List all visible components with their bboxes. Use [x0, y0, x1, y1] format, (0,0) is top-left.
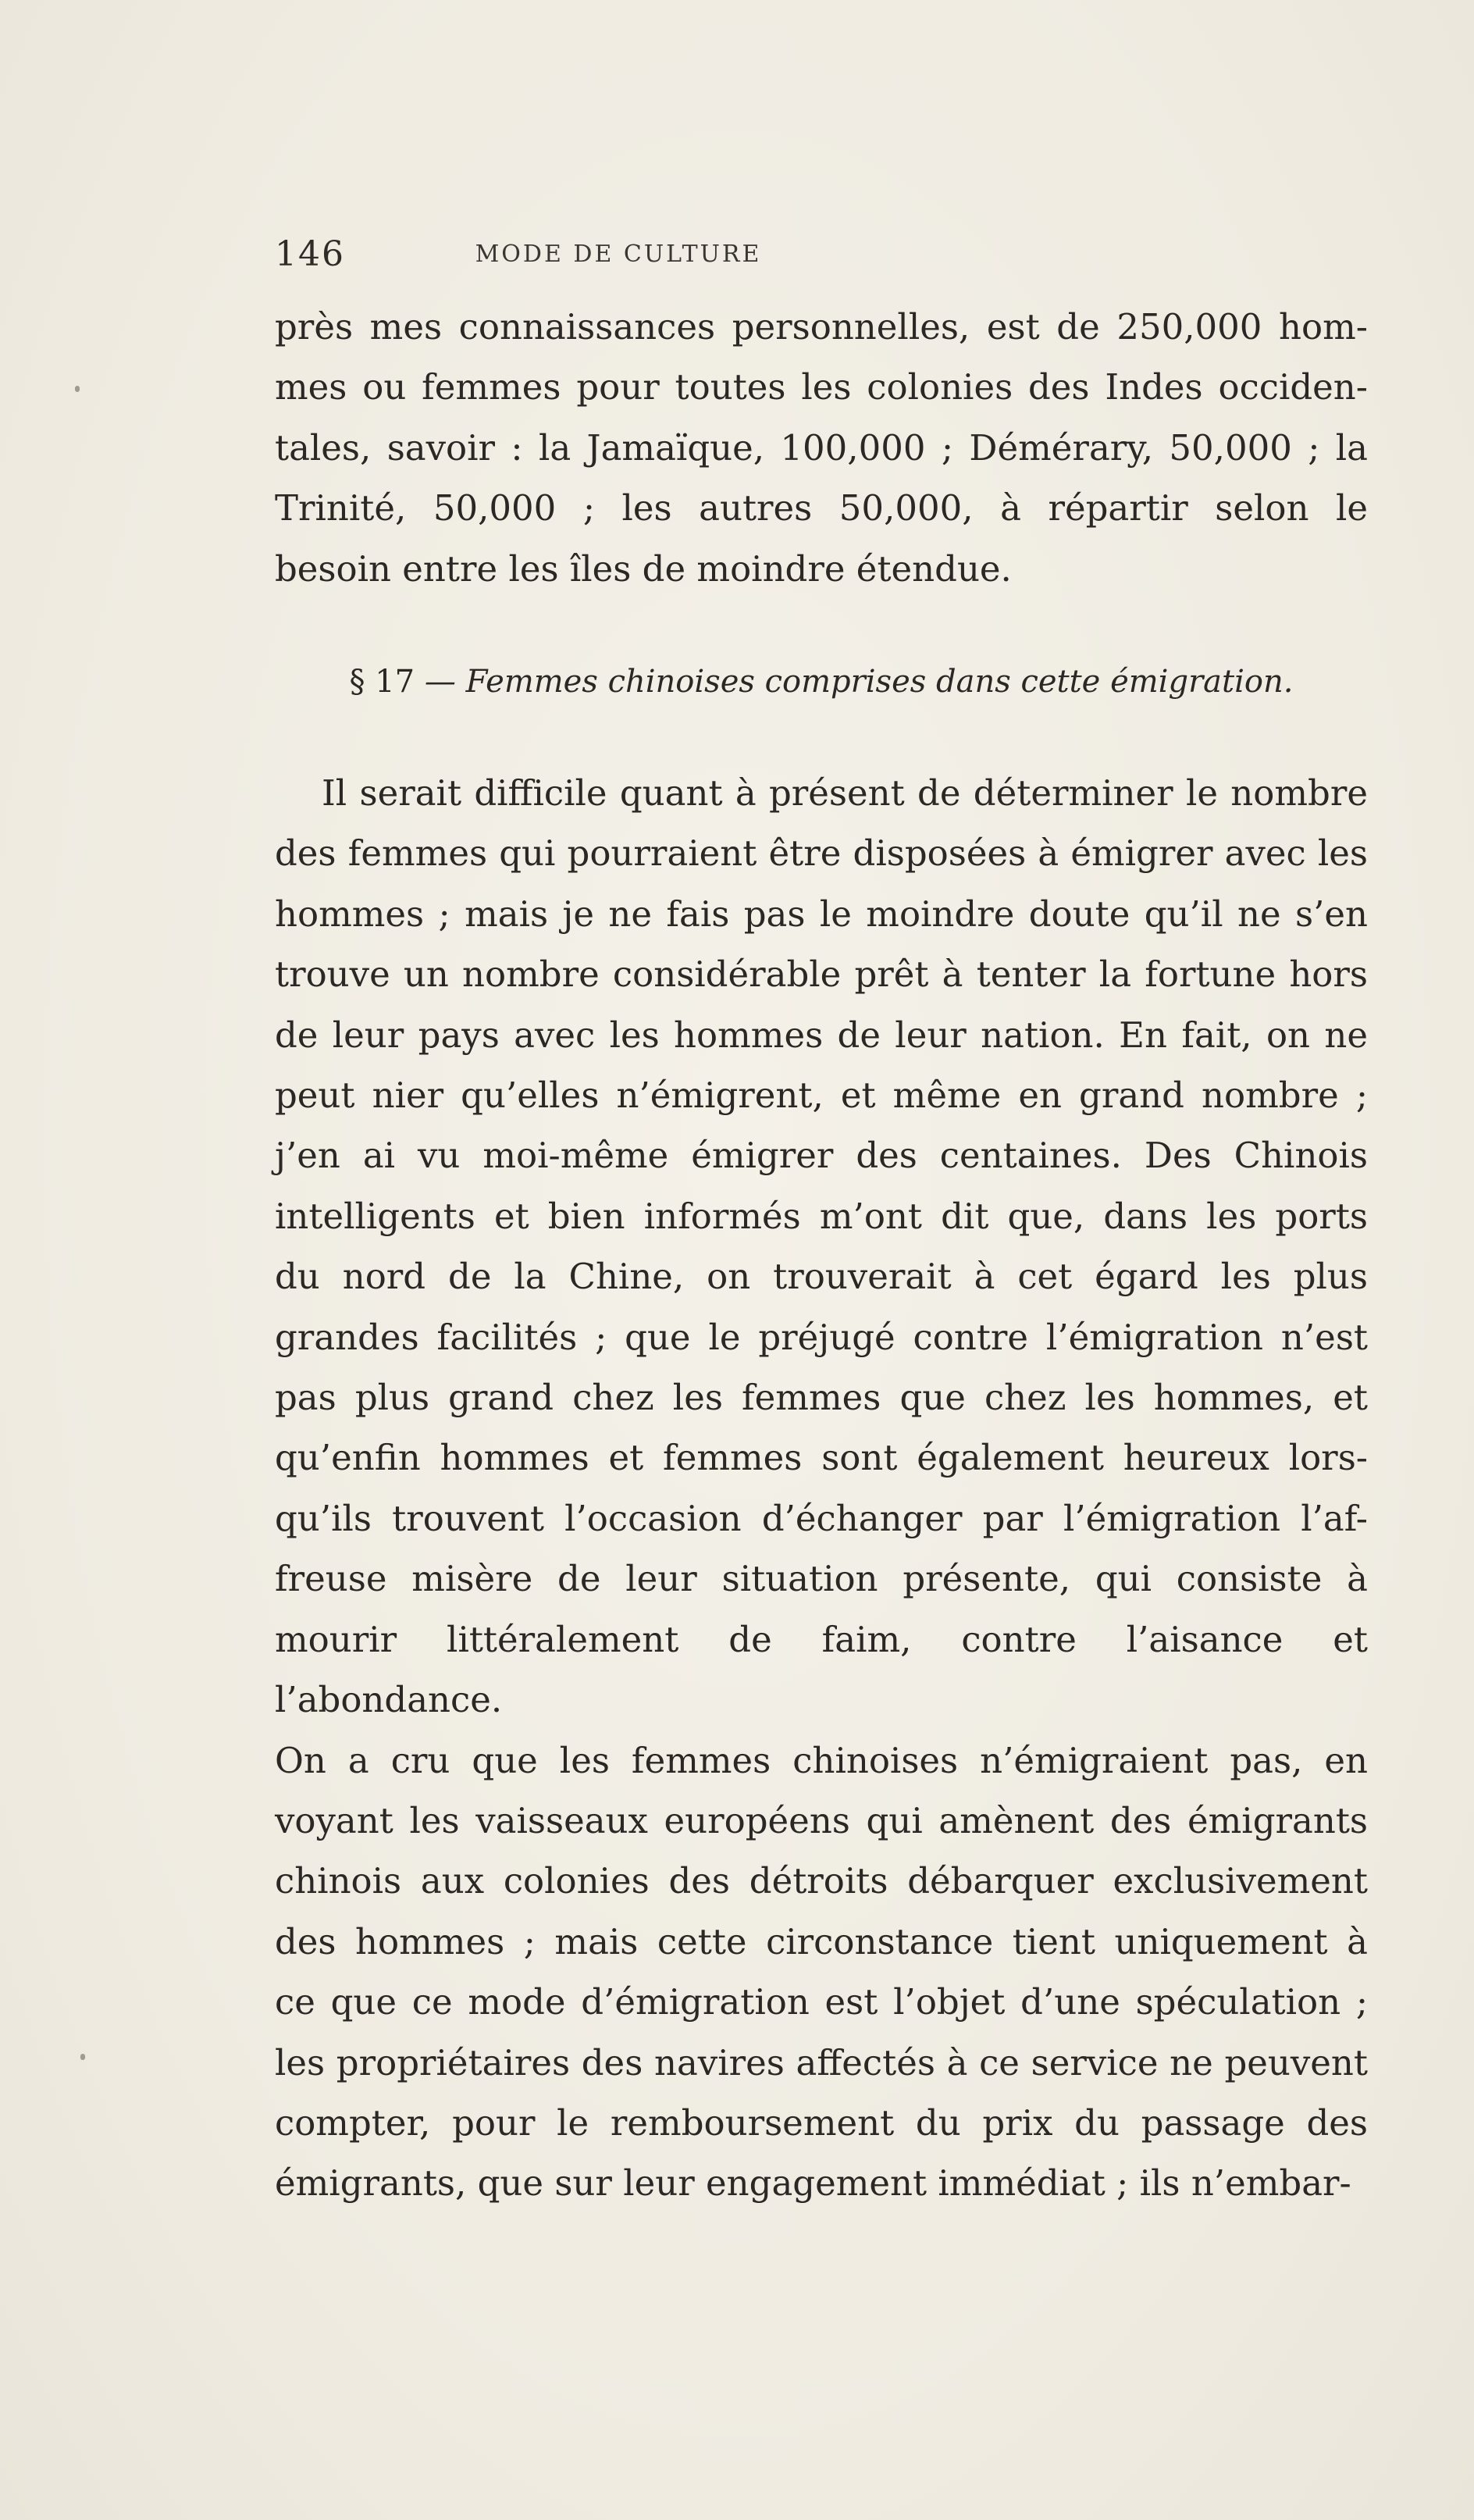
page-number: 146 [275, 234, 345, 274]
text-line: On a cru que les femmes chinoises n’émigraient pas, en [275, 1739, 1368, 1781]
section-number: § 17 [349, 664, 415, 700]
text-line: peut nier qu’elles n’émigrent, et même en grand nombre ; [275, 1075, 1368, 1117]
text-line: de leur pays avec les hommes de leur nation. En fait, on ne [275, 1014, 1368, 1056]
text-line: émigrants, que sur leur engagement immédiat ; ils n’embar- [275, 2162, 1351, 2205]
text-line: j’en ai vu moi-même émigrer des centaines. Des Chinois [275, 1135, 1368, 1177]
text-line: compter, pour le remboursement du prix du passage des [275, 2101, 1368, 2144]
text-line: ce que ce mode d’émigration est l’objet d’une spéculation ; [275, 1981, 1368, 2023]
text-line: du nord de la Chine, on trouverait à cet égard les plus [275, 1256, 1368, 1298]
text-line: des femmes qui pourraient être disposées à émigrer avec les [275, 832, 1368, 875]
text-line: tales, savoir : la Jamaïque, 100,000 ; Démérary, 50,000 ; la [275, 426, 1368, 469]
paper-speck [75, 386, 80, 392]
text-line: voyant les vaisseaux européens qui amènent des émigrants [275, 1799, 1368, 1841]
running-head: MODE DE CULTURE [475, 241, 762, 268]
paragraph-section-17 [275, 763, 1368, 2214]
section-heading [275, 664, 1368, 700]
text-line: chinois aux colonies des détroits débarquer exclusivement [275, 1860, 1368, 1902]
section-title: — Femmes chinoises comprises dans cette émigration. [424, 664, 1294, 700]
text-line: près mes connaissances personnelles, est de 250,000 hom- [275, 306, 1368, 348]
text-line: freuse misère de leur situation présente, qui consiste à [275, 1558, 1368, 1600]
page-header [275, 234, 962, 273]
text-line: pas plus grand chez les femmes que chez les hommes, et [275, 1377, 1368, 1419]
text-line: mourir littéralement de faim, contre l’aisance et l’abondance. [275, 1618, 1368, 1721]
text-line: grandes facilités ; que le préjugé contre l’émigration n’est [275, 1316, 1368, 1358]
paragraph-continued [275, 297, 1368, 599]
text-line: besoin entre les îles de moindre étendue. [275, 547, 1012, 590]
text-line: les propriétaires des navires affectés à ce service ne peuvent [275, 2041, 1368, 2083]
text-line: hommes ; mais je ne fais pas le moindre doute qu’il ne s’en [275, 893, 1368, 935]
text-line: des hommes ; mais cette circonstance tient uniquement à [275, 1920, 1368, 1962]
text-line: mes ou femmes pour toutes les colonies des Indes occiden- [275, 366, 1368, 408]
text-line: Trinité, 50,000 ; les autres 50,000, à répartir selon le [275, 487, 1368, 529]
text-line: trouve un nombre considérable prêt à tenter la fortune hors [275, 953, 1368, 996]
text-line: intelligents et bien informés m’ont dit que, dans les ports [275, 1195, 1368, 1237]
paper-speck [80, 2054, 85, 2060]
text-line: qu’ils trouvent l’occasion d’échanger par l’émigration l’af- [275, 1497, 1368, 1539]
text-line: qu’enfin hommes et femmes sont également heureux lors- [275, 1437, 1368, 1479]
text-line: Il serait difficile quant à présent de déterminer le nombre [322, 772, 1368, 814]
